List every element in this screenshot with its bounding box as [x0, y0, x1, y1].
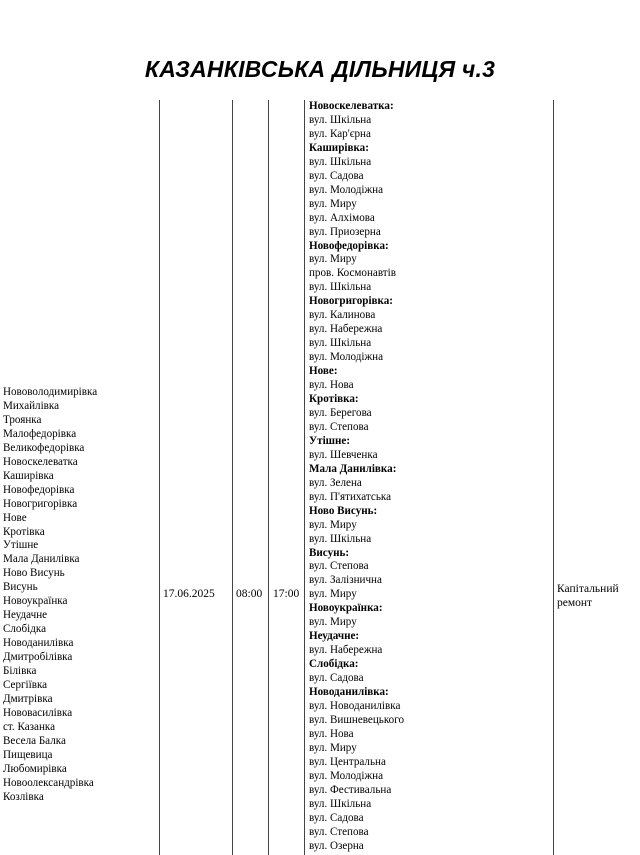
- settlement-item: Ново Висунь: [3, 567, 65, 580]
- street-item: вул. Шкільна: [309, 337, 372, 350]
- settlement-heading: Слобідка:: [309, 658, 359, 671]
- settlement-item: Михайлівка: [3, 399, 60, 412]
- street-item: вул. Миру: [309, 253, 357, 266]
- street-item: вул. Степова: [309, 560, 369, 573]
- street-item: вул. Шкільна: [309, 155, 372, 168]
- settlement-item: Новофедорівка: [3, 483, 75, 496]
- street-item: вул. Миру: [309, 197, 357, 210]
- street-item: вул. Миру: [309, 741, 357, 754]
- settlement-item: Новоукраїнка: [3, 595, 68, 608]
- street-item: вул. Садова: [309, 169, 364, 182]
- street-item: вул. Набережна: [309, 644, 383, 657]
- settlement-item: Неудачне: [3, 609, 48, 622]
- street-item: вул. Миру: [309, 616, 357, 629]
- settlement-heading: Каширівка:: [309, 141, 369, 154]
- settlement-item: Кротівка: [3, 525, 45, 538]
- reason-cell: Капітальний ремонт: [557, 583, 619, 609]
- street-item: вул. Садова: [309, 811, 364, 824]
- street-item: вул. Степова: [309, 825, 369, 838]
- time-start-cell: 08:00: [236, 588, 263, 600]
- street-item: вул. Шкільна: [309, 797, 372, 810]
- settlement-heading: Новоукраїнка:: [309, 602, 383, 615]
- street-item: вул. Нова: [309, 727, 354, 740]
- date-cell: 17.06.2025: [163, 588, 215, 600]
- street-item: вул. Шкільна: [309, 113, 372, 126]
- settlement-item: Білівка: [3, 665, 37, 678]
- street-item: вул. Степова: [309, 420, 369, 433]
- settlement-item: Новоданилівка: [3, 637, 74, 650]
- street-item: вул. Фестивальна: [309, 783, 392, 796]
- street-item: вул. Шкільна: [309, 281, 372, 294]
- settlement-item: Великофедорівка: [3, 441, 85, 454]
- street-item: вул. Залізнична: [309, 574, 382, 587]
- street-item: вул. Новоданилівка: [309, 699, 401, 712]
- settlement-item: Новоолександрівка: [3, 776, 94, 789]
- street-item: вул. Шевченка: [309, 448, 378, 461]
- street-item: вул. Садова: [309, 672, 364, 685]
- settlement-heading: Новофедорівка:: [309, 239, 389, 252]
- street-item: пров. Космонавтів: [309, 267, 396, 280]
- settlement-item: Любомирівка: [3, 762, 67, 775]
- settlement-heading: Висунь:: [309, 546, 350, 559]
- column-divider: [268, 100, 269, 855]
- street-item: вул. Молодіжна: [309, 183, 384, 196]
- settlement-item: Новогригорівка: [3, 497, 78, 510]
- settlements-cell: [3, 386, 97, 805]
- street-item: вул. Молодіжна: [309, 351, 384, 364]
- street-item: вул. Калинова: [309, 309, 376, 322]
- street-item: вул. Алхімова: [309, 211, 375, 224]
- column-divider: [553, 100, 554, 855]
- street-item: вул. Озерна: [309, 839, 364, 852]
- settlement-item: Нововолодимирівка: [3, 386, 98, 398]
- settlement-heading: Кротівка:: [309, 393, 359, 406]
- street-item: вул. Берегова: [309, 406, 372, 419]
- street-item: вул. Молодіжна: [309, 769, 384, 782]
- street-item: вул. Приозерна: [309, 225, 381, 238]
- settlement-item: Дмитробілівка: [3, 651, 73, 664]
- settlement-heading: Нове:: [309, 365, 338, 378]
- settlement-item: Сергіївка: [3, 679, 48, 692]
- street-item: вул. Набережна: [309, 323, 383, 336]
- street-item: вул. Зелена: [309, 476, 362, 489]
- settlement-item: Козлівка: [3, 790, 44, 803]
- street-item: вул. Миру: [309, 588, 357, 601]
- page-title: КАЗАНКІВСЬКА ДІЛЬНИЦЯ ч.3: [144, 56, 496, 82]
- column-divider: [159, 100, 160, 855]
- settlement-item: Малофедорівка: [3, 427, 77, 440]
- settlement-heading: Новогригорівка:: [309, 295, 393, 308]
- street-item: вул. Шкільна: [309, 532, 372, 545]
- street-item: вул. П'ятихатська: [309, 490, 392, 503]
- street-item: вул. Нова: [309, 379, 354, 392]
- street-item: вул. Вишневецького: [309, 713, 405, 726]
- settlement-heading: Новоскелеватка:: [309, 100, 394, 112]
- settlement-item: Мала Данилівка: [3, 553, 80, 566]
- settlement-heading: Неудачне:: [309, 630, 360, 643]
- settlement-heading: Ново Висунь:: [309, 504, 378, 517]
- column-divider: [232, 100, 233, 855]
- street-item: вул. Миру: [309, 518, 357, 531]
- street-item: вул. Центральна: [309, 755, 386, 768]
- settlement-item: Каширівка: [3, 469, 54, 482]
- settlement-heading: Утішне:: [309, 434, 351, 447]
- column-divider: [304, 100, 305, 855]
- settlement-item: Дмитрівка: [3, 692, 53, 705]
- streets-cell: [309, 100, 404, 853]
- settlement-item: Нововасилівка: [3, 706, 73, 719]
- settlement-item: Висунь: [3, 581, 38, 594]
- settlement-heading: Мала Данилівка:: [309, 462, 397, 475]
- time-end-cell: 17:00: [273, 588, 300, 600]
- settlement-item: Весела Балка: [3, 734, 66, 747]
- settlement-item: ст. Казанка: [3, 720, 56, 733]
- settlement-heading: Новоданилівка:: [309, 686, 389, 699]
- street-item: вул. Кар'єрна: [309, 127, 371, 140]
- settlement-item: Нове: [3, 511, 27, 524]
- settlement-item: Новоскелеватка: [3, 455, 78, 468]
- settlement-item: Утішне: [3, 539, 39, 552]
- settlement-item: Троянка: [3, 413, 42, 426]
- settlement-item: Слобідка: [3, 623, 46, 636]
- settlement-item: Пищевица: [3, 748, 53, 761]
